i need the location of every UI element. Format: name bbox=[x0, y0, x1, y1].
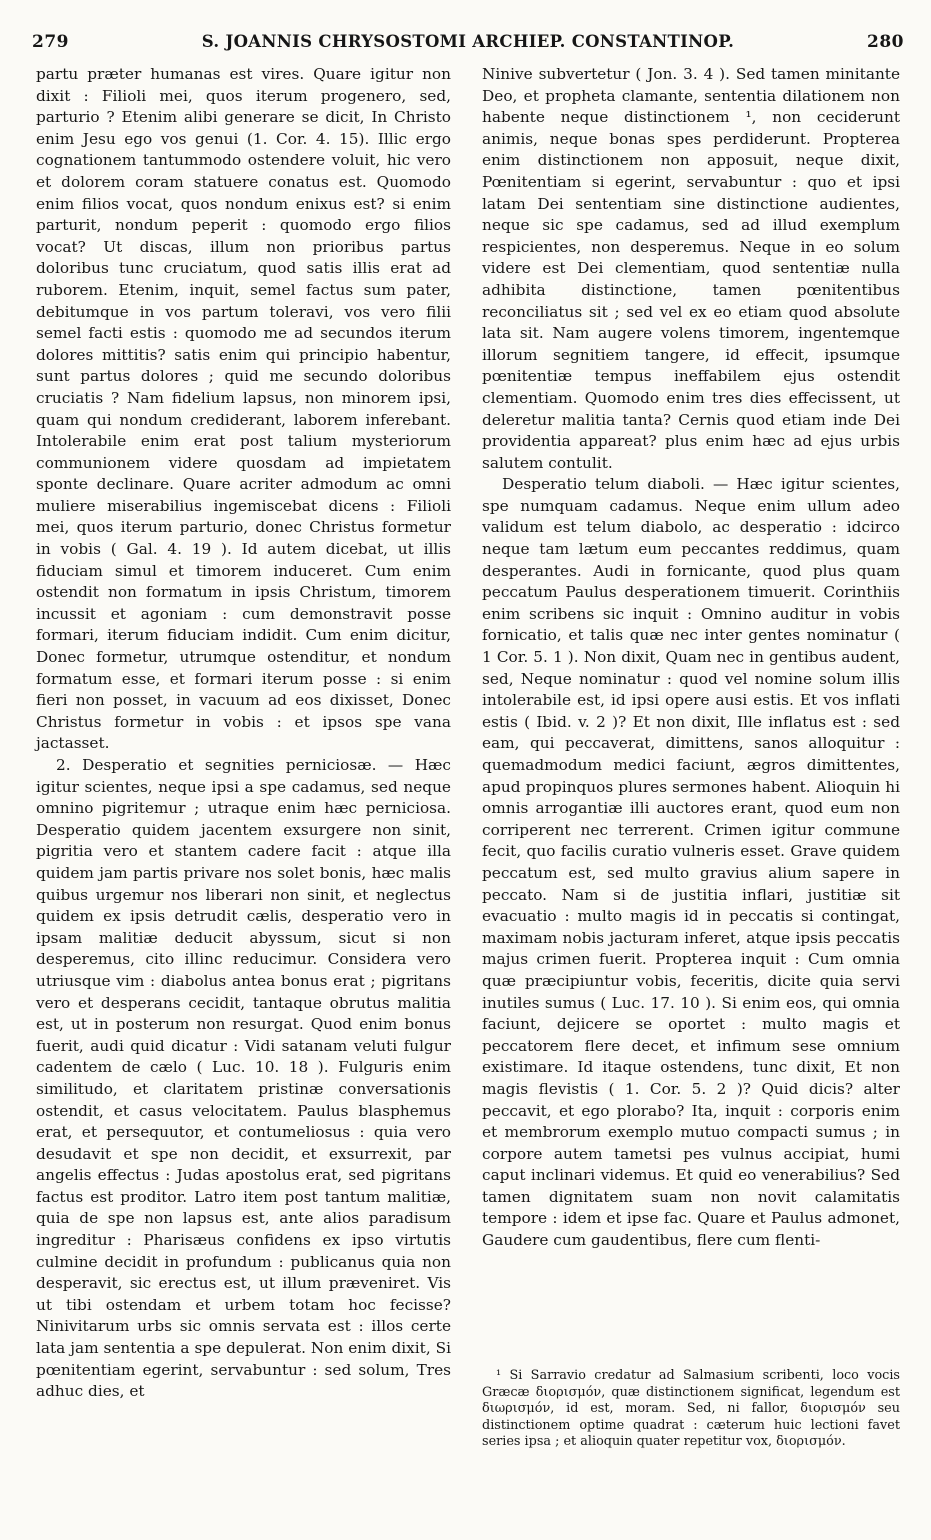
running-title: S. JOANNIS CHRYSOSTOMI ARCHIEP. CONSTANTINOP. bbox=[201, 32, 735, 51]
footnote: ¹ Si Sarravio credatur ad Salmasium scribenti, loco vocis Græcæ διορισμόν, quæ distinctionem significat, legendum est διωρισμόν, id est, moram. Sed, ni fallor, διορισμόν seu distinctionem optime quadrat : cæterum huic lectioni favet series ipsa ; et alioquin quater repetitur vox, διορισμόν. bbox=[482, 1368, 900, 1449]
left-column bbox=[36, 64, 451, 1403]
paragraph: Desperatio telum diaboli. — Hæc igitur scientes, spe numquam cadamus. Neque enim ullum adeo validum est telum diabolo, ac desperatio : idcirco neque tam lætum eum peccantes reddimus, quam desperantes. Audi in fornicante, quod plus quam peccatum Paulus desperationem timuerit. Corinthiis enim scribens sic inquit : Omnino auditur in vobis fornicatio, et talis quæ nec inter gentes nominatur ( 1 Cor. 5. 1 ). Non dixit, Quam nec in gentibus audent, sed, Neque nominatur : quod vel nomine solum illis intolerabile est, id ipsi opere ausi estis. Et vos inflati estis ( Ibid. v. 2 )? Et non dixit, Ille inflatus est : sed eam, qui peccaverat, dimittens, sanos alloquitur : quemadmodum medici faciunt, ægros dimittentes, apud propinquos plures sermones habent. Alioquin hi omnis arrogantiæ illi auctores erant, quod eum non corriperent nec terrerent. Crimen igitur commune fecit, quo facilis curatio vulneris esset. Grave quidem peccatum est, sed multo gravius alium sapere in peccato. Nam si de justitia inflari, justitiæ sit evacuatio : multo magis id in peccatis si contingat, maximam nobis jacturam inferet, atque ipsis peccatis majus crimen fuerit. Propterea inquit : Cum omnia quæ præcipiuntur vobis, feceritis, dicite quia servi inutiles sumus ( Luc. 17. 10 ). Si enim eos, qui omnia faciunt, dejicere se oportet : multo magis et peccatorem flere decet, et infimum sese omnium existimare. Id itaque ostendens, tunc dixit, Et non magis flevistis ( 1. Cor. 5. 2 )? Quid dicis? alter peccavit, et ego plorabo? Ita, inquit : corporis enim et membrorum exemplo mutuo compacti sumus ; in corpore autem tametsi pes vulnus accipiat, humi caput inclinari videmus. Et quid eo venerabilius? Sed tamen dignitatem suam non novit calamitatis tempore : idem et ipse fac. Quare et Paulus admonet, Gaudere cum gaudentibus, flere cum flenti- bbox=[482, 475, 900, 1250]
paragraph: Ninive subvertetur ( Jon. 3. 4 ). Sed tamen minitante Deo, et propheta clamante, sententia dilationem non habente neque distinctionem ¹, non ceciderunt animis, neque bonas spes perdiderunt. Propterea enim distinctionem non apposuit, neque dixit, Pœnitentiam si egerint, servabuntur : quo et ipsi latam Dei sententiam sine distinctione audientes, neque sic spe cadamus, sed ad illud exemplum respicientes, non desperemus. Neque in eo solum videre est Dei clementiam, quod sententiæ nulla adhibita distinctione, tamen pœnitentibus reconciliatus sit ; sed vel ex eo etiam quod absolute lata sit. Nam augere volens timorem, ingentemque illorum segnitiem tangere, id effecit, ipsumque pœnitentiæ tempus ineffabilem ejus ostendit clementiam. Quomodo enim tres dies effecissent, ut deleretur malitia tanta? Cernis quod etiam inde Dei providentia appareat? plus enim hæc ad ejus urbis salutem contulit. bbox=[482, 65, 900, 472]
running-header bbox=[32, 32, 904, 58]
right-column bbox=[482, 64, 900, 1252]
page-number-right: 280 bbox=[867, 32, 904, 52]
paragraph: 2. Desperatio et segnities perniciosæ. — Hæc igitur scientes, neque ipsi a spe cadamus, sed neque omnino pigritemur ; utraque enim hæc perniciosa. Desperatio quidem jacentem exsurgere non sinit, pigritia vero et stantem cadere facit : atque illa quidem jam partis privare nos solet bonis, hæc malis quibus urgemur nos liberari non sinit, et neglectus quidem ex ipsis detrudit cælis, desperatio vero in ipsam malitiæ deducit abyssum, sicut si non desperemus, cito illinc reducimur. Considera vero utriusque vim : diabolus antea bonus erat ; pigritans vero et desperans cecidit, tantaque obrutus malitia est, ut in posterum non resurgat. Quod enim bonus fuerit, audi quid dicatur : Vidi satanam veluti fulgur cadentem de cælo ( Luc. 10. 18 ). Fulguris enim similitudo, et claritatem pristinæ conversationis ostendit, et casus velocitatem. Paulus blasphemus erat, et persequutor, et contumeliosus : quia vero desudavit et spe non decidit, et exsurrexit, par angelis effectus : Judas apostolus erat, sed pigritans factus est proditor. Latro item post tantum malitiæ, quia de spe non lapsus est, ante alios paradisum ingreditur : Pharisæus confidens ex ipso virtutis culmine decidit in profundum : publicanus quia non desperavit, sic erectus est, ut illum præveniret. Vis ut tibi ostendam et urbem totam hoc fecisse? Ninivitarum urbs sic omnis servata est : illos certe lata jam sententia a spe depulerat. Non enim dixit, Si pœnitentiam egerint, servabuntur : sed solum, Tres adhuc dies, et bbox=[36, 756, 451, 1401]
paragraph: partu præter humanas est vires. Quare igitur non dixit : Filioli mei, quos iterum progenero, sed, parturio ? Etenim alibi generare se dicit, In Christo enim Jesu ego vos genui (1. Cor. 4. 15). Illic ergo cognationem tantummodo ostendere voluit, hic vero et dolorem coram statuere conatus est. Quomodo enim filios vocat, quos nondum enixus est? si enim parturit, nondum peperit : quomodo ergo filios vocat? Ut discas, illum non prioribus partus doloribus tunc cruciatum, quod satis illis erat ad ruborem. Etenim, inquit, semel factus sum pater, debitumque in vos partum toleravi, vos vero filii semel facti estis : quomodo me ad secundos iterum dolores mittitis? satis enim qui principio habentur, sunt partus dolores ; quid me secundo doloribus cruciatis ? Nam fidelium lapsus, non minorem ipsi, quam qui nondum crediderant, laborem inferebant. Intolerabile enim erat post talium mysteriorum communionem videre quosdam ad impietatem sponte declinare. Quare acriter admodum ac omni muliere miserabilius ingemiscebat dicens : Filioli mei, quos iterum parturio, donec Christus formetur in vobis ( Gal. 4. 19 ). Id autem dicebat, ut illis fiduciam simul et timorem induceret. Cum enim ostendit non formatum in ipsis Christum, timorem incussit et agoniam : cum demonstravit posse formari, iterum fiduciam indidit. Cum enim dicitur, Donec formetur, utrumque ostenditur, et nondum formatum esse, et formari iterum posse : si enim fieri non posset, in vacuum ad eos dixisset, Donec Christus formetur in vobis : et ipsos spe vana jactasset. bbox=[36, 65, 451, 753]
page-number-left: 279 bbox=[32, 32, 69, 52]
